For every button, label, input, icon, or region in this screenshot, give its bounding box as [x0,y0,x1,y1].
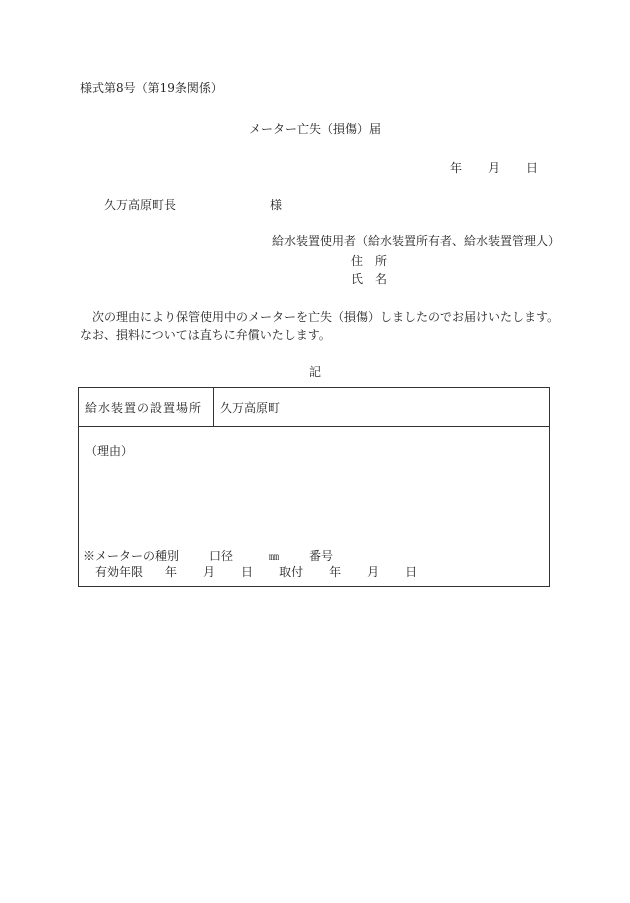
form-number: 様式第8号（第19条関係） [80,81,223,95]
validity-year: 年 [165,565,178,579]
detail-table [78,387,550,587]
address-label-char-2: 所 [375,254,388,268]
date-month: 月 [487,161,500,175]
installed-month: 月 [367,565,380,579]
install-location-row [79,388,549,427]
validity-month: 月 [203,565,216,579]
validity-label: 有効年限 [95,565,144,579]
name-label-char-1: 氏 [351,272,364,286]
date-year: 年 [449,161,462,175]
ki-heading: 記 [308,365,321,379]
meter-info-line-1 [83,550,333,563]
applicant-role: 給水装置使用者（給水装置所有者、給水装置管理人） [272,234,561,248]
addressee [104,199,282,211]
meter-info-line-2 [95,566,417,578]
installed-day: 日 [405,565,418,579]
addressee-honorific: 様 [270,198,283,212]
address-label-char-1: 住 [351,254,364,268]
meter-mm-unit: ㎜ [269,552,280,563]
body-text-line-1: 次の理由により保管使用中のメーターを亡失（損傷）しましたのでお届けいたします。 [92,310,560,324]
addressee-name: 久万高原町長 [104,198,177,212]
meter-number-label: 番号 [309,549,334,563]
body-text-line-2: なお、損料については直ちに弁償いたします。 [80,328,331,342]
name-label-char-2: 名 [375,272,388,286]
install-location-value[interactable]: 久万高原町 [220,401,281,415]
document-title: メーター亡失（損傷）届 [248,122,381,136]
applicant-name-label [351,273,387,285]
meter-diameter-label: 口径 [209,549,234,563]
date-day: 日 [525,161,538,175]
install-row-divider [213,388,214,426]
reason-label: （理由） [85,444,134,458]
installed-label: 取付 [279,565,304,579]
meter-type-label: ※メーターの種別 [83,549,180,563]
validity-day: 日 [241,565,254,579]
applicant-address-label [351,255,387,267]
date-line [450,162,538,174]
installed-year: 年 [329,565,342,579]
install-location-label: 給水装置の設置場所 [85,401,203,415]
